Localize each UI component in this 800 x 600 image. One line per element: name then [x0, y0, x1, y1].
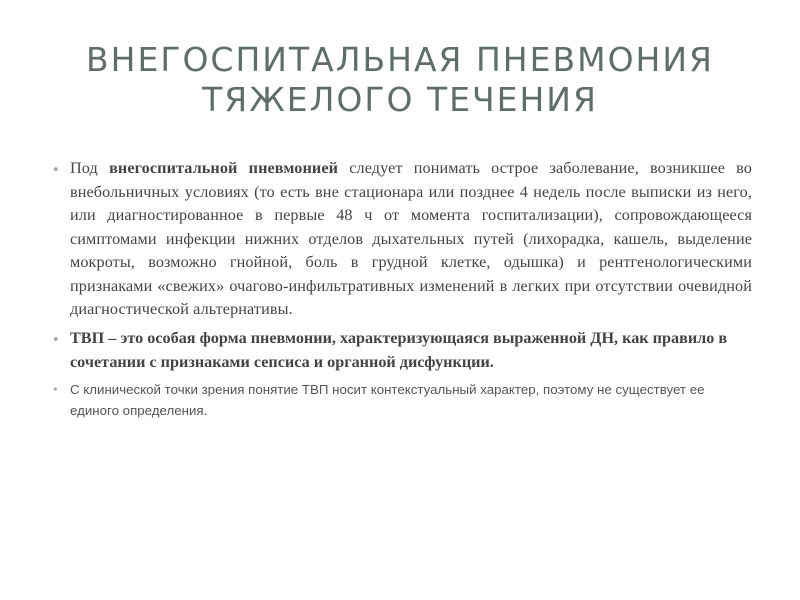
bullet-marker: •	[52, 382, 59, 396]
bullet-definition-text-rest: следует понимать острое заболевание, возникшее во внебольничных условиях (то есть вне стационара или позднее 4 недель после выписки из него, или диагностированное в первые 48 ч от момента госпитализации), сопровождающееся симптомами инфекции нижних отделов дыхательных путей (лихорадка, кашель, выделение мокроты, возможно гнойной, боль в грудной клетке, одышка) и рентгенологическими признаками «свежих» очагово-инфильтративных изменений в легких при отсутствии очевидной диагностической альтернативы.	[70, 159, 753, 318]
bullet-tvp-definition-text: ТВП – это особая форма пневмонии, характеризующаяся выраженной ДН, как правило в сочетании с признаками сепсиса и органной дисфункции.	[70, 328, 728, 371]
slide-title-line-1: ВНЕГОСПИТАЛЬНАЯ ПНЕВМОНИЯ	[86, 40, 714, 79]
bullet-clinical-note	[52, 379, 752, 421]
bullet-tvp-definition	[52, 326, 752, 374]
bullet-definition-term: внегоспитальной пневмонией	[109, 159, 339, 177]
bullet-definition	[52, 157, 752, 322]
bullet-marker: •	[52, 163, 60, 178]
slide-content	[52, 157, 752, 421]
bullet-clinical-note-text: С клинической точки зрения понятие ТВП носит контекстуальный характер, поэтому не существует ее единого определения.	[70, 381, 705, 418]
bullet-definition-text-start: Под	[70, 159, 110, 177]
slide-title	[80, 40, 720, 120]
slide-title-line-2: ТЯЖЕЛОГО ТЕЧЕНИЯ	[202, 80, 598, 119]
bullet-marker: •	[52, 332, 60, 348]
